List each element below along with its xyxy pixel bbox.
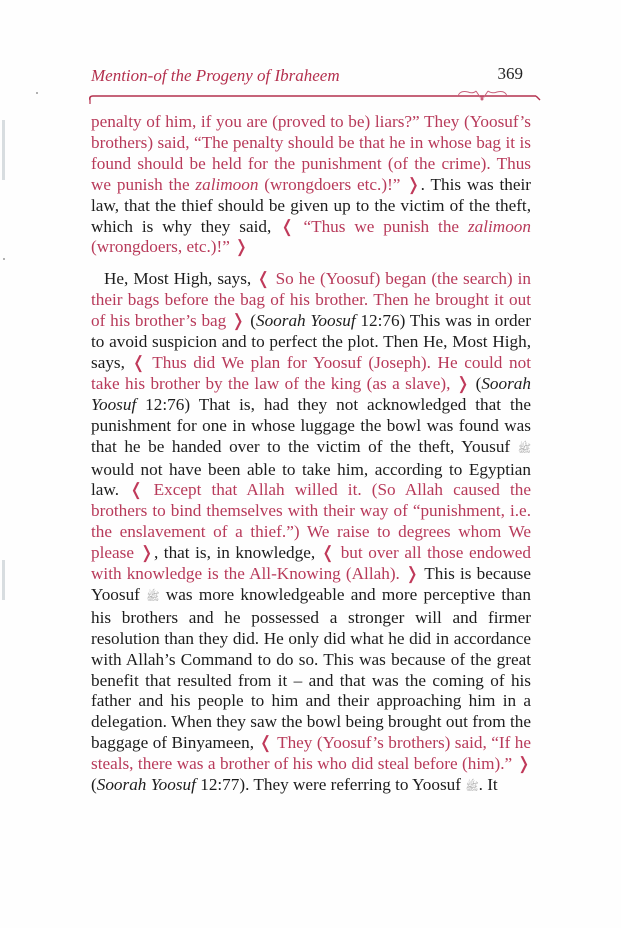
honorific-seal-icon: ﷺ: [146, 590, 160, 603]
close-bracket-icon: ❭: [405, 564, 420, 584]
close-bracket-icon: ❭: [231, 311, 246, 331]
quran-quote-term: zalimoon: [467, 216, 531, 236]
honorific-seal-icon: ﷺ: [465, 781, 479, 794]
open-bracket-icon: ❬: [256, 269, 271, 289]
close-bracket-icon: ❭: [516, 754, 531, 774]
commentary-text: He, Most High, says,: [104, 269, 257, 289]
commentary-text: This is because Yoosuf: [91, 564, 531, 604]
page-edge-shadow: [2, 120, 5, 180]
quran-quote: penalty of him, if you are (proved to be) liars?” They (Yoosuf’s brothers) said, “The penalty should be that he in whose bag it is found should be held for the punishment (of the crime). Thus we punish the: [91, 112, 531, 194]
commentary-text: . It: [478, 775, 498, 795]
commentary-text: . This was their law, that the thief should be given up to the victim of the theft, which is why they said,: [91, 174, 531, 236]
surah-reference: Soorah Yoosuf: [255, 311, 356, 331]
commentary-text: (: [91, 775, 97, 795]
commentary-text: 12:76) This was in order to avoid suspicion and to perfect the plot. Then He, Most High, says,: [91, 311, 532, 372]
open-bracket-icon: ❬: [280, 216, 295, 236]
ornamental-rule-icon: [88, 90, 541, 106]
close-bracket-icon: ❭: [455, 373, 471, 393]
honorific-seal-icon: ﷺ: [517, 442, 531, 455]
commentary-text: (: [470, 373, 482, 393]
commentary-text: (: [245, 311, 256, 331]
commentary-text: would not have been able to take him, according to Egyptian law.: [91, 459, 531, 500]
body-text: [91, 112, 531, 798]
page-edge-shadow: [2, 560, 5, 600]
running-head: Mention-of the Progeny of Ibraheem: [91, 66, 340, 85]
close-bracket-icon: ❭: [234, 237, 249, 257]
quran-quote: They (Yoosuf’s brothers) said, “If he steals, there was a brother of his who did steal before (him).”: [91, 733, 531, 774]
quran-quote: (wrongdoers etc.)!”: [258, 174, 407, 194]
open-bracket-icon: ❬: [320, 543, 336, 563]
quran-quote: (wrongdoers, etc.)!”: [91, 237, 235, 257]
quran-quote-term: zalimoon: [195, 174, 259, 194]
close-bracket-icon: ❭: [406, 174, 421, 194]
surah-reference: Soorah Yoosuf: [96, 775, 196, 795]
surah-reference: Soorah Yoosuf: [91, 373, 531, 414]
open-bracket-icon: ❬: [258, 733, 273, 753]
paragraph: [91, 112, 531, 258]
quran-quote: Thus did We plan for Yoosuf (Joseph). He could not take his brother by the law of the king (as a slave),: [91, 352, 531, 393]
close-bracket-icon: ❭: [139, 543, 154, 563]
quran-quote: So he (Yoosuf) began (the search) in their bags before the bag of his brother. Then he brought it out of his brother’s bag: [91, 269, 532, 331]
commentary-text: 12:76) That is, had they not acknowledged that the punishment for one in whose luggage the bowl was found was that he be handed over to the victim of the theft, Yousuf: [91, 394, 531, 456]
commentary-text: , that is, in knowledge,: [153, 543, 321, 563]
open-bracket-icon: ❬: [131, 352, 146, 372]
speck: [36, 92, 38, 94]
commentary-text: 12:77). They were referring to Yoosuf: [195, 775, 466, 795]
speck: [3, 258, 5, 260]
open-bracket-icon: ❬: [129, 480, 144, 500]
quran-quote: “Thus we punish the: [294, 216, 468, 236]
commentary-text: was more knowledgeable and more perceptive than his brothers and he possessed a stronger will and firmer resolution than they did. He only did what he did in accordance with Allah’s Command to do so. This was because of the great benefit that resulted from it – and that was the coming of his father and his people to him and their approaching him in a delegation. When they saw the bowl being brought out from the baggage of Binyameen,: [91, 584, 531, 753]
quran-quote: Except that Allah willed it. (So Allah caused the brothers to bind themselves with their way of “punishment, i.e. the enslavement of a thief.”) We raise to degrees whom We please: [91, 480, 531, 563]
page-header: [88, 62, 543, 106]
paragraph: [91, 269, 531, 798]
quran-quote: but over all those endowed with knowledge is the All-Knowing (Allah).: [91, 543, 531, 584]
page-number: 369: [497, 64, 523, 83]
